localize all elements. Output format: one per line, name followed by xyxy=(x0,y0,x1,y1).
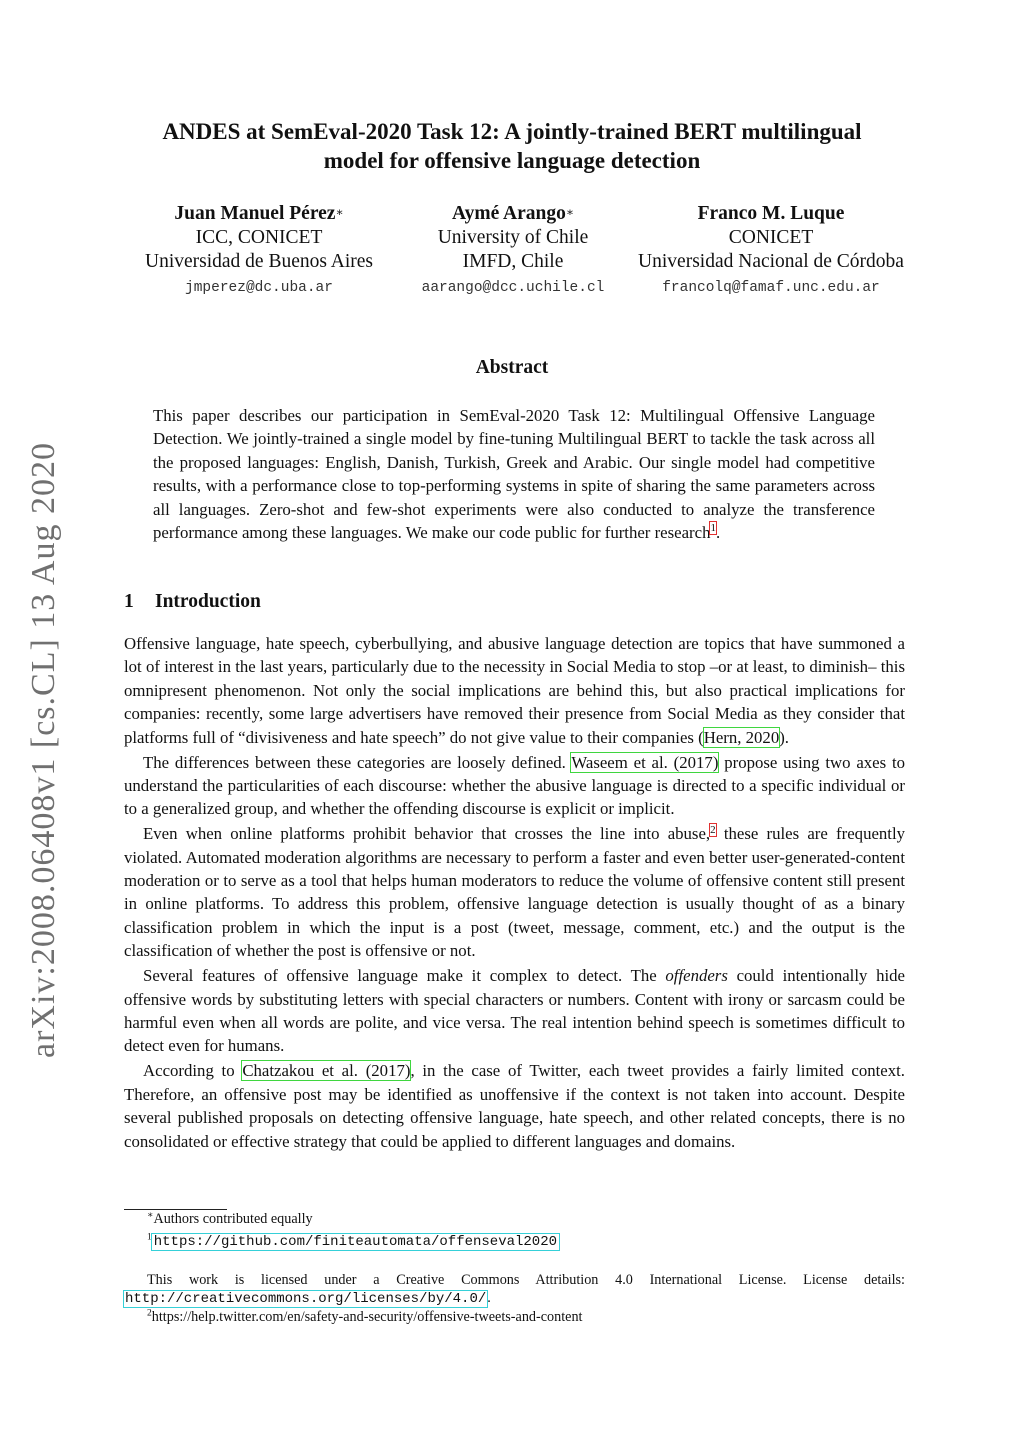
paragraph-2: The differences between these categories are loosely defined. Waseem et al. (2017) propose using two axes to understand the particularities of each discourse: whether the abusive language is directed to a specific individual or to a generalized group, and whether the offending discourse is explicit or implicit. xyxy=(124,752,905,819)
citation-hern-2020[interactable]: Hern, 2020 xyxy=(703,727,780,747)
abstract-text xyxy=(153,404,875,544)
arxiv-identifier: arXiv:2008.06408v1 [cs.CL] 13 Aug 2020 xyxy=(25,442,62,1058)
author-arango xyxy=(398,202,628,302)
title-line-2: model for offensive language detection xyxy=(323,148,701,173)
author-luque xyxy=(620,202,922,302)
license-link[interactable]: http://creativecommons.org/licenses/by/4.0/ xyxy=(125,1291,487,1307)
paragraph-5: According to Chatzakou et al. (2017), in the case of Twitter, each tweet provides a fairly limited context. Therefore, an offensive post may be identified as unoffensive if the context is not taken into account. Despite several published proposals on detecting offensive language, hate speech, and other related concepts, there is no consolidated or effective strategy that could be applied to different languages and domains. xyxy=(124,1061,905,1151)
author-name: Juan Manuel Pérez xyxy=(174,203,336,224)
title-line-1: ANDES at SemEval-2020 Task 12: A jointly-trained BERT multilingual xyxy=(162,119,862,144)
author-affiliation: IMFD, Chile xyxy=(462,251,564,272)
author-email[interactable]: aarango@dcc.uchile.cl xyxy=(421,280,605,296)
section-heading-introduction xyxy=(124,591,261,613)
footnote-mark: 2 xyxy=(147,1308,152,1319)
emphasis-offenders: offenders xyxy=(665,966,728,986)
footnote-1 xyxy=(124,1232,905,1251)
paragraph-4: Several features of offensive language make it complex to detect. The offenders could intentionally hide offensive words by substituting letters with special characters or numbers. Content with irony or sarcasm could be harmful even when all words are polite, and vice versa. The real intention behind speech is sometimes difficult to detect even for humans. xyxy=(124,966,905,1056)
footnote-mark: 1 xyxy=(147,1232,152,1243)
section-number: 1 xyxy=(124,591,134,612)
abstract-body: This paper describes our participation in SemEval-2020 Task 12: Multilingual Offensive Language Detection. We jointly-trained a single model by fine-tuning Multilingual BERT to tackle the task across all the proposed languages: English, Danish, Turkish, Greek and Arabic. Our single model had competitive results, with a performance close to top-performing systems in spite of sharing the same parameters across all languages. Zero-shot and few-shot experiments were also conducted to analyze the transference performance among these languages. We make our code public for further research xyxy=(153,406,875,543)
section-title: Introduction xyxy=(155,591,261,612)
author-affiliation: Universidad Nacional de Córdoba xyxy=(638,251,904,272)
abstract-end: . xyxy=(715,523,721,543)
footnotes xyxy=(124,1210,905,1326)
author-affiliation: CONICET xyxy=(728,227,814,248)
author-name: Aymé Arango xyxy=(451,203,566,224)
author-email[interactable]: francolq@famaf.unc.edu.ar xyxy=(662,280,880,296)
paragraph-3: Even when online platforms prohibit behavior that crosses the line into abuse,$^2$ these rules are frequently violated. Automated moderation algorithms are necessary to perform a faster and even better user-generated-content moderation or to serve as a tool that helps human moderators to reduce the volume of offensive content still present in online platforms. To address this problem, offensive language detection is usually thought of as a binary classification problem in which the input is a post (tweet, message, comment, etc.) and the output is the classification of whether the post is offensive or not. xyxy=(124,823,906,961)
license-note: This work is licensed under a Creative Commons Attribution 4.0 International License. License details: http://creativecommons.org/licenses/by/4.0/. xyxy=(125,1272,905,1307)
footnote-2: $^2$https://help.twitter.com/en/safety-and-security/offensive-tweets-and-content xyxy=(147,1308,583,1325)
equal-contribution-mark: ∗ xyxy=(335,205,344,219)
author-name: Franco M. Luque xyxy=(697,203,845,224)
author-affiliation: University of Chile xyxy=(437,227,589,248)
author-perez xyxy=(124,202,394,302)
footnote-mark: ∗ xyxy=(147,1210,154,1221)
author-affiliation: ICC, CONICET xyxy=(195,227,323,248)
citation-waseem-2017[interactable]: Waseem et al. (2017) xyxy=(571,752,719,772)
footnote-ref-1[interactable]: 1 xyxy=(710,522,716,535)
citation-chatzakou-2017[interactable]: Chatzakou et al. (2017) xyxy=(242,1061,411,1081)
footnote-ref-2[interactable]: 2 xyxy=(710,823,716,836)
paper-title xyxy=(100,117,924,175)
author-affiliation: Universidad de Buenos Aires xyxy=(144,251,373,272)
equal-contribution-mark: ∗ xyxy=(565,205,575,219)
abstract-heading: Abstract xyxy=(475,357,549,378)
author-email[interactable]: jmperez@dc.uba.ar xyxy=(185,280,333,296)
footnote-1-link[interactable]: https://github.com/finiteautomata/offenseval2020 xyxy=(153,1234,558,1250)
paragraph-1: Offensive language, hate speech, cyberbullying, and abusive language detection are topics that have summoned a lot of interest in the last years, particularly due to the necessity in Social Media to stop –or at least, to diminish– this omnipresent phenomenon. Not only the social implications are behind this, but also practical implications for companies: recently, some large advertisers have removed their presence from Social Media as they consider that platforms full of “divisiveness and hate speech” do not give value to their companies (Hern, 2020). xyxy=(124,634,905,747)
footnote-equal-contribution: ∗Authors contributed equally xyxy=(147,1210,313,1227)
author-block xyxy=(0,202,1024,302)
introduction-body xyxy=(124,632,905,1154)
